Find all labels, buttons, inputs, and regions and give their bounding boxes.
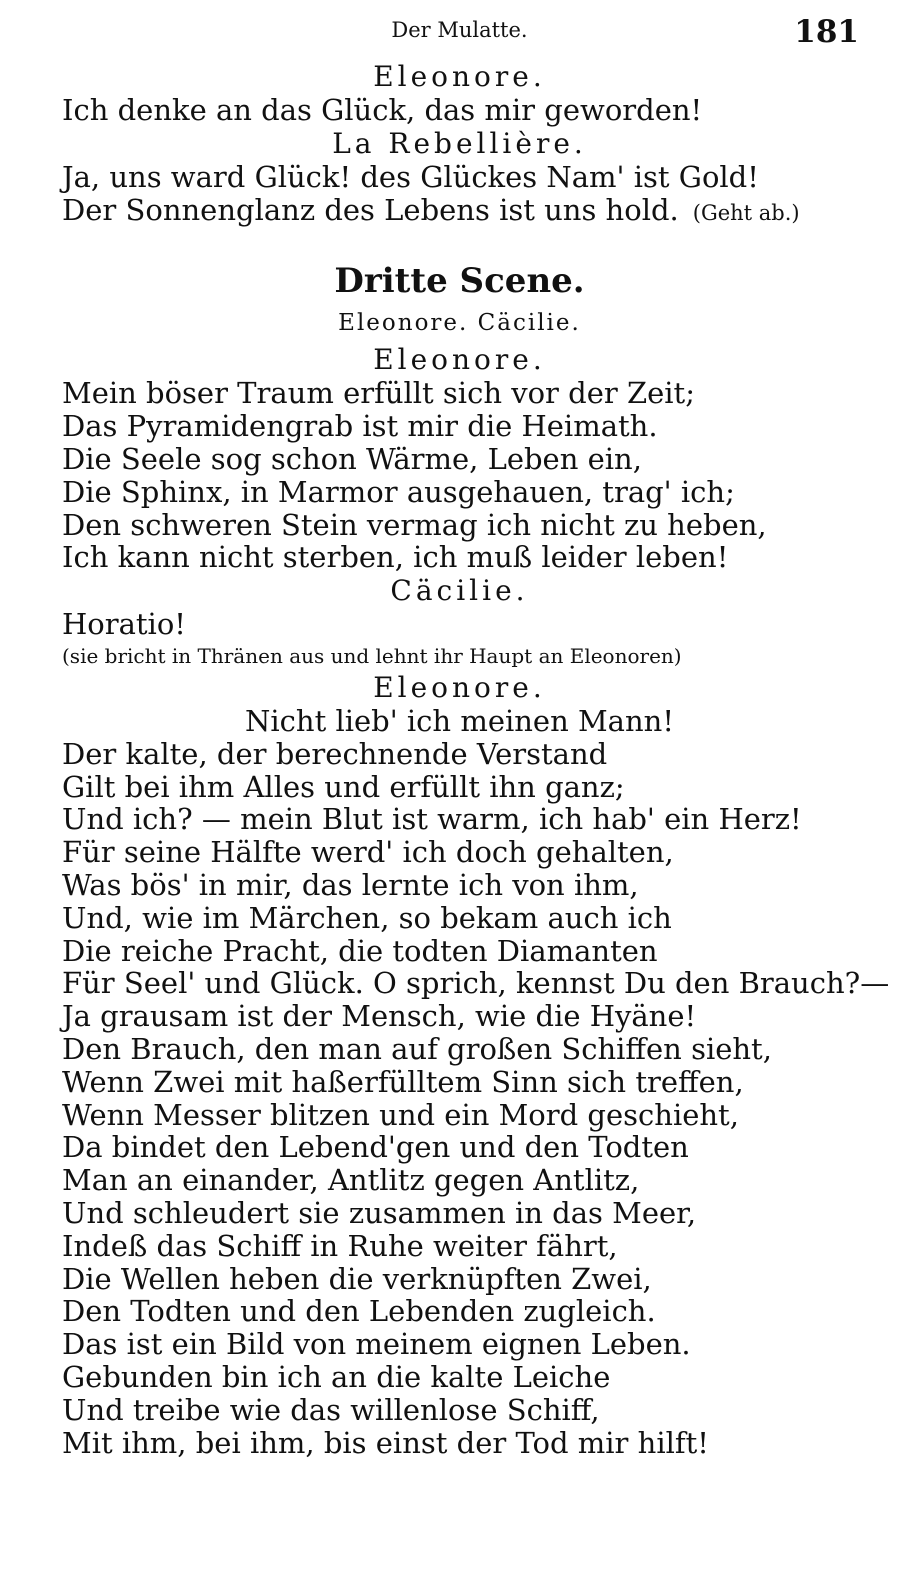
verse-line: Und treibe wie das willenlose Schiff,: [62, 1392, 600, 1427]
speaker-eleonore: Eleonore.: [373, 60, 546, 93]
stage-direction: (sie bricht in Thränen aus und lehnt ihr Haupt an Eleonoren): [62, 643, 682, 668]
verse-line: Mein böser Traum erfüllt sich vor der Zeit;: [62, 376, 695, 411]
verse-line: Das ist ein Bild von meinem eignen Leben.: [62, 1327, 691, 1362]
speaker-eleonore: Eleonore.: [373, 670, 546, 704]
verse-line: Das Pyramidengrab ist mir die Heimath.: [62, 409, 658, 444]
verse-line: Für Seel' und Glück. O sprich, kennst Du den Brauch?—: [62, 966, 890, 1001]
verse-line: Was bös' in mir, das lernte ich von ihm,: [62, 867, 639, 902]
verse-line: Horatio!: [62, 607, 186, 642]
verse-line: Den Todten und den Lebenden zugleich.: [62, 1294, 656, 1329]
verse-line: Man an einander, Antlitz gegen Antlitz,: [62, 1163, 640, 1198]
speaker-la-rebelliere: La Rebellière.: [332, 126, 587, 160]
verse-line: Die Sphinx, in Marmor ausgehauen, trag' ich;: [62, 474, 735, 509]
verse-line-centered: Nicht lieb' ich meinen Mann!: [245, 703, 674, 738]
verse-line: Die reiche Pracht, die todten Diamanten: [62, 933, 658, 968]
verse-line: Wenn Messer blitzen und ein Mord geschieht,: [62, 1097, 739, 1132]
verse-line: Ich denke an das Glück, das mir geworden!: [62, 93, 703, 127]
verse-line: Den schweren Stein vermag ich nicht zu heben,: [62, 507, 767, 542]
verse-line: Da bindet den Lebend'gen und den Todten: [62, 1130, 689, 1165]
verse-line: Und schleudert sie zusammen in das Meer,: [62, 1195, 697, 1230]
page-header: [62, 0, 857, 60]
speaker-eleonore: Eleonore.: [373, 343, 546, 377]
scene-cast: Eleonore. Cäcilie.: [338, 310, 581, 337]
verse-line: Die Wellen heben die verknüpften Zwei,: [62, 1261, 652, 1296]
verse-line: [62, 194, 857, 230]
verse-line: Den Brauch, den man auf großen Schiffen sieht,: [62, 1031, 772, 1066]
verse-line: Wenn Zwei mit haßerfülltem Sinn sich treffen,: [62, 1064, 744, 1099]
verse-line: Und ich? — mein Blut ist warm, ich hab' ein Herz!: [62, 802, 802, 837]
verse-line: Gilt bei ihm Alles und erfüllt ihn ganz;: [62, 769, 625, 804]
verse-line: Für seine Hälfte werd' ich doch gehalten,: [62, 835, 674, 870]
scene-title: Dritte Scene.: [334, 261, 585, 302]
page-number: 181: [794, 14, 859, 50]
verse-line: Indeß das Schiff in Ruhe weiter fährt,: [62, 1228, 618, 1263]
verse-text: Der Sonnenglanz des Lebens ist uns hold.: [62, 192, 679, 227]
verse-line: Der kalte, der berechnende Verstand: [62, 736, 608, 771]
verse-line: Ja, uns ward Glück! des Glückes Nam' ist Gold!: [62, 159, 759, 194]
speaker-caecilie: Cäcilie.: [390, 574, 529, 608]
verse-line: Mit ihm, bei ihm, bis einst der Tod mir hilft!: [62, 1425, 709, 1460]
verse-line: Ich kann nicht sterben, ich muß leider leben!: [62, 540, 729, 575]
verse-line: Die Seele sog schon Wärme, Leben ein,: [62, 441, 642, 476]
stage-direction-exit: (Geht ab.): [692, 200, 800, 225]
verse-line: Ja grausam ist der Mensch, wie die Hyäne!: [62, 999, 697, 1034]
verse-line: Gebunden bin ich an die kalte Leiche: [62, 1359, 611, 1394]
running-title: Der Mulatte.: [391, 18, 528, 42]
verse-line: Und, wie im Märchen, so bekam auch ich: [62, 900, 672, 935]
